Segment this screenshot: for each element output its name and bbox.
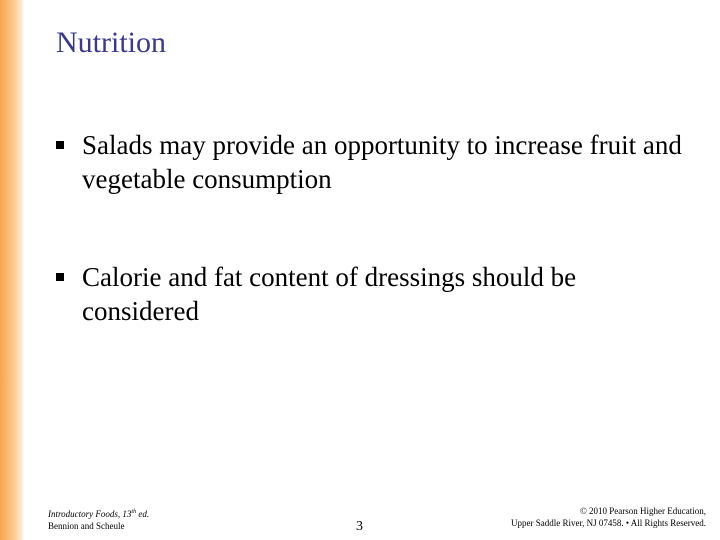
bullet-item (56, 128, 696, 196)
bullet-text: Salads may provide an opportunity to increase fruit and vegetable consumption (82, 130, 682, 194)
edition-superscript: th (131, 509, 137, 515)
square-bullet-icon (56, 141, 64, 149)
copyright-line-1: © 2010 Pearson Higher Education, (579, 506, 706, 516)
page-number: 3 (356, 519, 363, 534)
copyright-line-2: Upper Saddle River, NJ 07458. • All Rights Reserved. (510, 518, 706, 528)
bullet-text: Calorie and fat content of dressings should be considered (82, 262, 577, 326)
footer-book-info (48, 506, 149, 532)
square-bullet-icon (56, 273, 64, 281)
bullet-item (56, 260, 696, 328)
decorative-side-bar (0, 0, 24, 540)
footer-authors: Bennion and Scheule (48, 521, 125, 531)
book-title: Introductory Foods, 13 (48, 509, 132, 519)
footer-book-title (48, 506, 149, 520)
footer-copyright (511, 505, 706, 529)
bullet-list (56, 128, 696, 392)
edition-suffix: ed. (136, 509, 150, 519)
slide-title: Nutrition (56, 26, 166, 59)
